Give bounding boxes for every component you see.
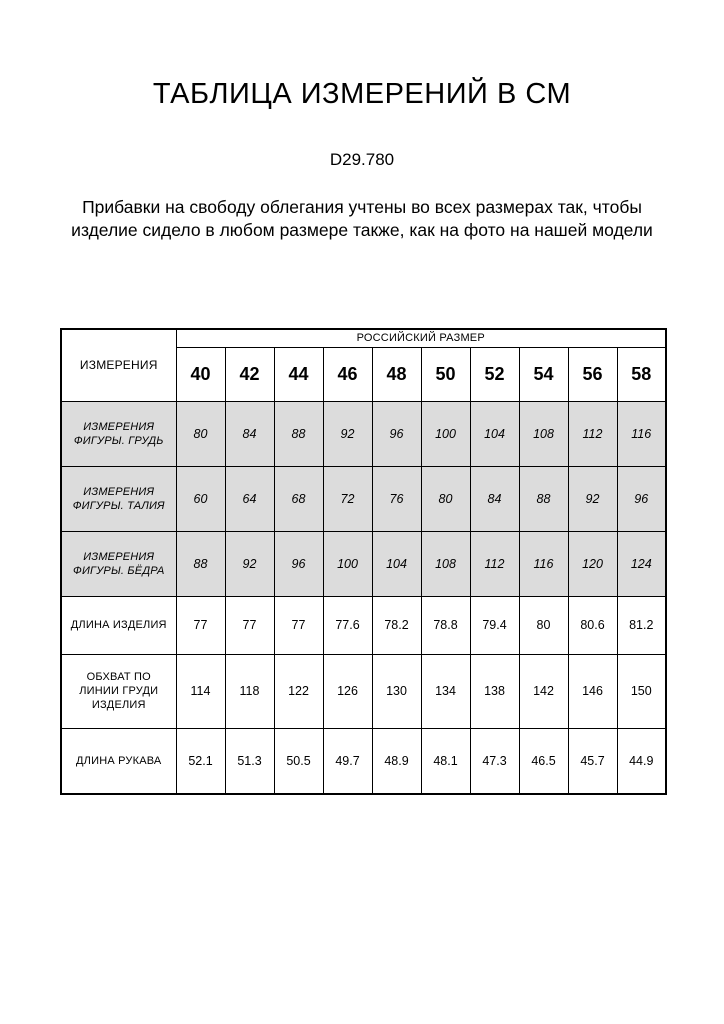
table-row (61, 466, 666, 531)
row-label: ОБХВАТ ПО ЛИНИИ ГРУДИ ИЗДЕЛИЯ (61, 654, 176, 728)
size-header-cell: 56 (568, 347, 617, 401)
measurement-cell: 134 (421, 654, 470, 728)
measurement-cell: 88 (176, 531, 225, 596)
size-header-cell: 42 (225, 347, 274, 401)
measurement-cell: 78.8 (421, 596, 470, 654)
measurement-cell: 116 (617, 401, 666, 466)
table-row (61, 401, 666, 466)
size-header-cell: 48 (372, 347, 421, 401)
measurement-cell: 150 (617, 654, 666, 728)
table-row (61, 531, 666, 596)
measurement-cell: 81.2 (617, 596, 666, 654)
size-header-cell: 52 (470, 347, 519, 401)
measurement-cell: 116 (519, 531, 568, 596)
size-header-cell: 54 (519, 347, 568, 401)
size-header-cell: 46 (323, 347, 372, 401)
measurement-cell: 142 (519, 654, 568, 728)
measurement-cell: 79.4 (470, 596, 519, 654)
measurement-cell: 146 (568, 654, 617, 728)
measurement-cell: 120 (568, 531, 617, 596)
row-label: ИЗМЕРЕНИЯ ФИГУРЫ. ГРУДЬ (61, 401, 176, 466)
measurement-cell: 49.7 (323, 728, 372, 794)
measurement-cell: 77 (225, 596, 274, 654)
measurement-cell: 60 (176, 466, 225, 531)
measurement-cell: 80 (519, 596, 568, 654)
measurement-cell: 64 (225, 466, 274, 531)
measurement-cell: 104 (470, 401, 519, 466)
measurement-cell: 77 (274, 596, 323, 654)
measurement-cell: 92 (323, 401, 372, 466)
size-header-cell: 44 (274, 347, 323, 401)
size-table-container (60, 328, 667, 795)
measurement-cell: 68 (274, 466, 323, 531)
measurement-cell: 84 (225, 401, 274, 466)
measurement-cell: 88 (519, 466, 568, 531)
row-label: ДЛИНА РУКАВА (61, 728, 176, 794)
measurement-cell: 77 (176, 596, 225, 654)
measurement-cell: 100 (421, 401, 470, 466)
measurement-cell: 77.6 (323, 596, 372, 654)
measurement-cell: 80 (421, 466, 470, 531)
measurement-cell: 92 (568, 466, 617, 531)
row-label: ДЛИНА ИЗДЕЛИЯ (61, 596, 176, 654)
article-code: D29.780 (329, 150, 395, 169)
measurement-cell: 118 (225, 654, 274, 728)
measurement-cell: 72 (323, 466, 372, 531)
measurement-cell: 126 (323, 654, 372, 728)
table-row (61, 728, 666, 794)
measurement-cell: 130 (372, 654, 421, 728)
size-table-body (61, 401, 666, 794)
page-title: ТАБЛИЦА ИЗМЕРЕНИЙ В СМ (152, 78, 572, 110)
measurement-cell: 96 (617, 466, 666, 531)
measurement-cell: 84 (470, 466, 519, 531)
corner-header-cell: ИЗМЕРЕНИЯ (61, 329, 176, 401)
measurement-cell: 50.5 (274, 728, 323, 794)
measurement-cell: 51.3 (225, 728, 274, 794)
measurement-cell: 122 (274, 654, 323, 728)
measurement-cell: 45.7 (568, 728, 617, 794)
size-header-cell: 40 (176, 347, 225, 401)
measurement-cell: 112 (568, 401, 617, 466)
fit-note: Прибавки на свободу облегания учтены во всех размерах так, чтобы изделие сидело в любом размере также, как на фото на нашей модели (71, 197, 653, 240)
table-row (61, 654, 666, 728)
measurement-cell: 114 (176, 654, 225, 728)
row-label: ИЗМЕРЕНИЯ ФИГУРЫ. БЁДРА (61, 531, 176, 596)
measurement-cell: 108 (421, 531, 470, 596)
measurement-cell: 52.1 (176, 728, 225, 794)
measurement-cell: 124 (617, 531, 666, 596)
measurement-cell: 88 (274, 401, 323, 466)
measurement-cell: 100 (323, 531, 372, 596)
measurement-cell: 108 (519, 401, 568, 466)
size-header-cell: 58 (617, 347, 666, 401)
measurement-cell: 47.3 (470, 728, 519, 794)
measurement-cell: 96 (372, 401, 421, 466)
measurement-cell: 138 (470, 654, 519, 728)
measurement-cell: 48.9 (372, 728, 421, 794)
measurement-cell: 92 (225, 531, 274, 596)
measurement-cell: 104 (372, 531, 421, 596)
measurement-cell: 76 (372, 466, 421, 531)
group-header-row (61, 329, 666, 347)
measurement-cell: 78.2 (372, 596, 421, 654)
measurement-cell: 44.9 (617, 728, 666, 794)
measurement-cell: 48.1 (421, 728, 470, 794)
measurement-cell: 80 (176, 401, 225, 466)
measurement-cell: 96 (274, 531, 323, 596)
size-table (60, 328, 667, 795)
measurement-cell: 80.6 (568, 596, 617, 654)
size-header-cell: 50 (421, 347, 470, 401)
group-header-cell: РОССИЙСКИЙ РАЗМЕР (176, 329, 666, 347)
measurement-cell: 112 (470, 531, 519, 596)
row-label: ИЗМЕРЕНИЯ ФИГУРЫ. ТАЛИЯ (61, 466, 176, 531)
table-row (61, 596, 666, 654)
measurement-cell: 46.5 (519, 728, 568, 794)
